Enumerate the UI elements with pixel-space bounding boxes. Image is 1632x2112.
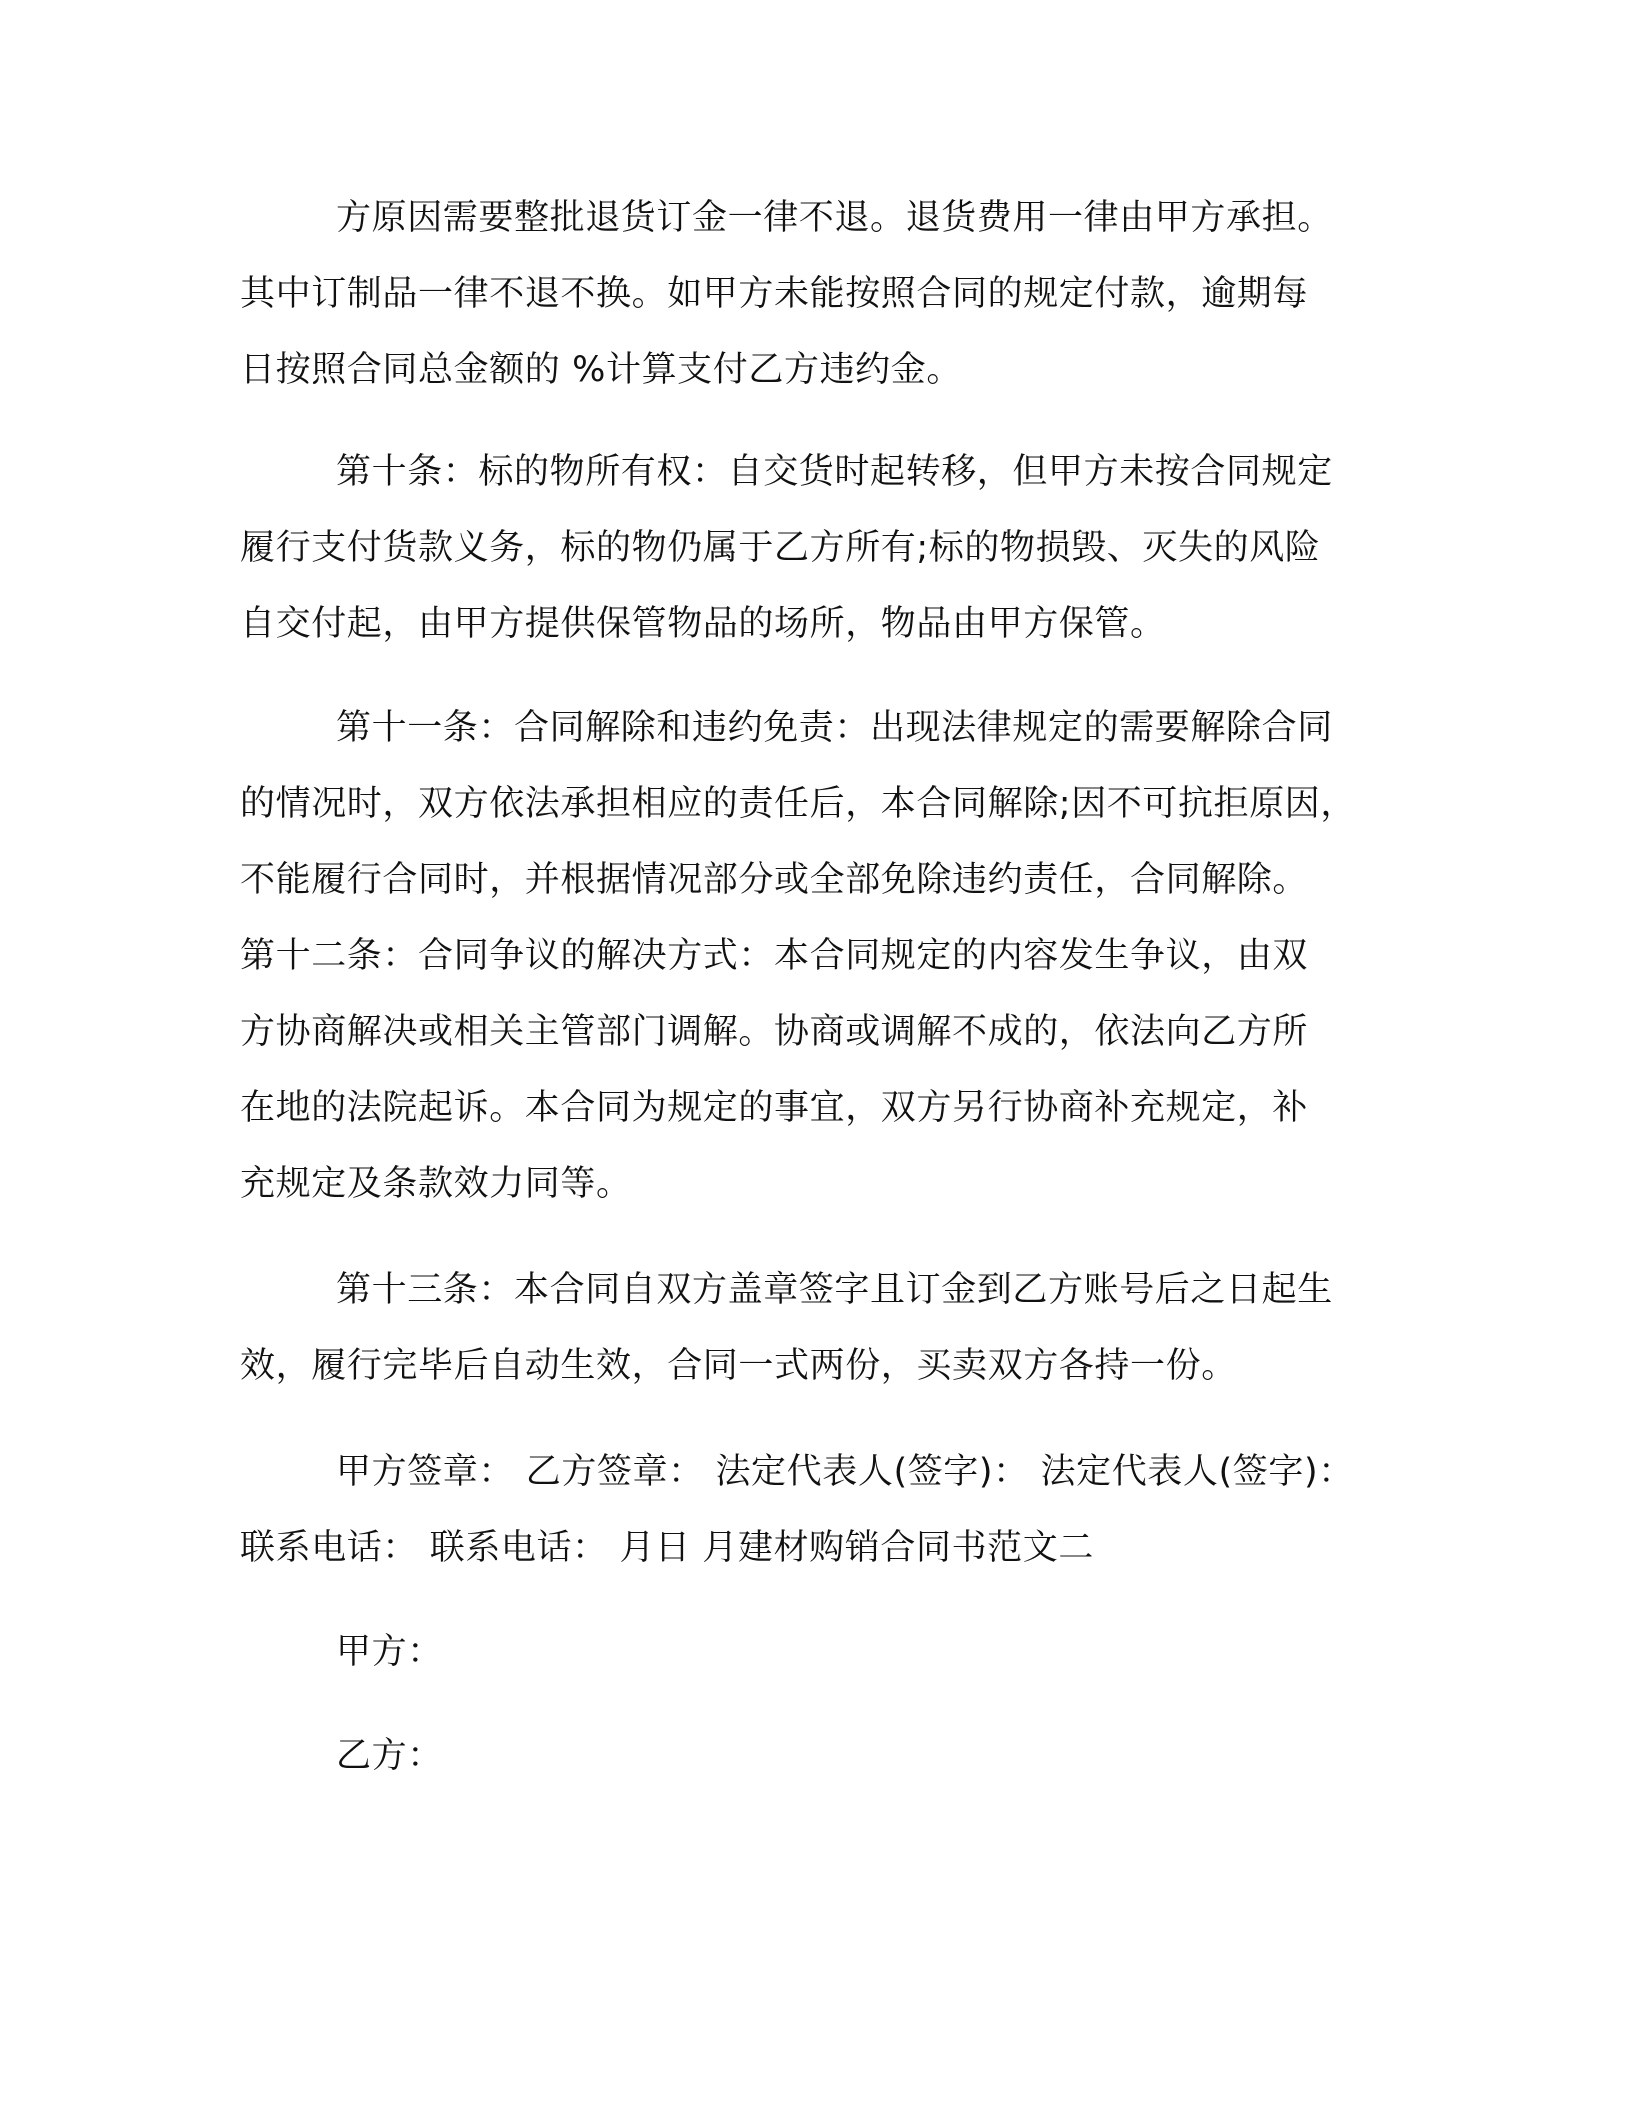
text-line: 第十条：标的物所有权：自交货时起转移，但甲方未按合同规定: [336, 452, 1333, 492]
text-line: 甲方：: [336, 1632, 443, 1672]
text-line: 方协商解决或相关主管部门调解。协商或调解不成的，依法向乙方所: [240, 1012, 1309, 1052]
text-line: 日按照合同总金额的 %计算支付乙方违约金。: [240, 350, 962, 390]
text-line: 的情况时，双方依法承担相应的责任后，本合同解除;因不可抗拒原因，: [240, 784, 1356, 824]
text-line: 不能履行合同时，并根据情况部分或全部免除违约责任，合同解除。: [240, 860, 1309, 900]
text-line: 第十一条：合同解除和违约免责：出现法律规定的需要解除合同: [336, 708, 1333, 748]
text-line: 第十三条：本合同自双方盖章签字且订金到乙方账号后之日起生: [336, 1270, 1333, 1310]
text-line: 充规定及条款效力同等。: [240, 1164, 632, 1204]
text-line: 甲方签章： 乙方签章： 法定代表人(签字)： 法定代表人(签字)：: [336, 1452, 1354, 1492]
text-line: 在地的法院起诉。本合同为规定的事宜，双方另行协商补充规定，补: [240, 1088, 1309, 1128]
text-line: 乙方：: [336, 1736, 443, 1776]
text-line: 自交付起，由甲方提供保管物品的场所，物品由甲方保管。: [240, 604, 1166, 644]
text-line: 其中订制品一律不退不换。如甲方未能按照合同的规定付款，逾期每: [240, 274, 1309, 314]
text-line: 方原因需要整批退货订金一律不退。退货费用一律由甲方承担。: [336, 198, 1333, 238]
text-line: 履行支付货款义务，标的物仍属于乙方所有;标的物损毁、灭失的风险: [240, 528, 1321, 568]
text-line: 联系电话： 联系电话： 月日 月建材购销合同书范文二: [240, 1528, 1094, 1568]
text-line: 效，履行完毕后自动生效，合同一式两份，买卖双方各持一份。: [240, 1346, 1237, 1386]
text-line: 第十二条：合同争议的解决方式：本合同规定的内容发生争议，由双: [240, 936, 1309, 976]
